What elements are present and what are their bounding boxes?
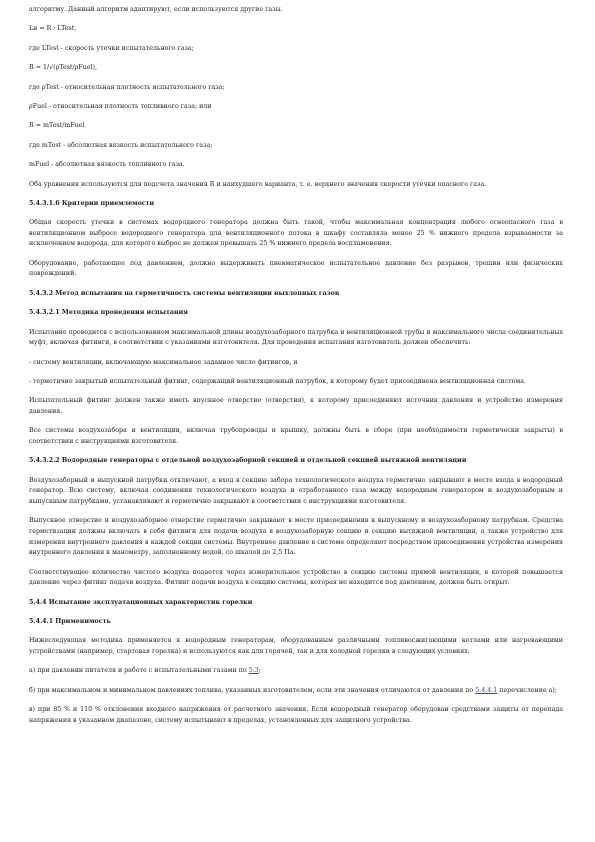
- body-paragraph: ρFuel - относительная плотность топливного газа; или: [29, 102, 212, 110]
- section-heading: 5.4.4.1 Применимость: [29, 617, 111, 625]
- body-paragraph: Испытание проводится с использованием максимальной длины воздухозаборного патрубка и вентиляционной трубы и максимального числа соединительных муфт, включая фитинги, в соответствии с указаниями изготовителя. Для проведения испытания изготовитель должен обеспечить:: [29, 328, 563, 347]
- list-item: [29, 666, 563, 677]
- body-paragraph: Выпускное отверстие и воздухозаборное отверстие герметично закрывают в месте присоединения к выпускному и воздухозаборному патрубкам. Средства герметизации должны включать в себя фитинги для подачи воздуха в воздухозаборную секцию и секцию вытяжной вентиляции, а также устройство для измерения внутреннего давления в каждой секции системы. Внутреннее давление в системе определяют посредством присоединения устройства измерения внутреннего давления к манометру, заполненному водой, со шкалой до 2,5 Па.: [29, 517, 563, 557]
- cross-reference-link[interactable]: 5.4.4.1: [475, 686, 498, 694]
- body-paragraph: где mTest - абсолютная вязкость испытательного газа;: [29, 141, 213, 149]
- text-fragment: а) при давлении питателя и работе с испытательными газами по: [29, 667, 249, 675]
- section-heading: 5.4.3.2.1 Методика проведения испытания: [29, 309, 188, 317]
- body-paragraph: в) при 85 % и 110 % отклонения входного напряжения от расчетного значения. Если водородный генератор оборудован средствами защиты от перепада напряжения в указанном диапазоне, систему испытывают в пределах, установленных для защитного устройства.: [29, 706, 563, 724]
- body-paragraph: Все системы воздухозабора и вентиляции, включая трубопроводы и крышку, должны быть в сборе (при необходимости герметически закрыты) в соответствии с инструкциями изготовителя.: [29, 427, 563, 445]
- section-heading: 5.4.4 Испытание эксплуатационных характеристик горелки: [29, 598, 253, 606]
- cross-reference-link[interactable]: 5.3: [248, 667, 259, 675]
- text-fragment: б) при максимальном и минимальном давлениях топлива, указанных изготовителем, если эти значения отличаются от давления по: [29, 686, 476, 694]
- section-heading: 5.4.3.2 Метод испытания на герметичность системы вентиляции выхлопных газов: [29, 289, 340, 297]
- section-heading: 5.4.3.2.2 Водородные генераторы с отдельной воздухозаборной секцией и отдельной секцией вытяжной вентиляции: [29, 457, 467, 465]
- formula: R = mTest/mFuel: [29, 122, 85, 130]
- body-paragraph: где ρTest - относительная плотность испытательного газа;: [29, 83, 225, 91]
- formula: R = 1/√(ρTest/ρFuel),: [29, 64, 97, 72]
- body-paragraph: Соответствующее количество чистого воздуха подается через измерительное устройство в секцию системы прямой вентиляции, в которой повышается давление через фитинг подачи воздуха. Фитинг подачи воздуха в секцию системы, которая не находится под давлением, должен быть открыт.: [29, 568, 563, 587]
- list-item: [29, 686, 563, 697]
- body-paragraph: Оборудование, работающее под давлением, должно выдерживать пневматическое испытательное давление без разрывов, трещин или физических повреждений.: [29, 259, 563, 278]
- body-paragraph: где LTest - скорость утечки испытательного газа;: [29, 44, 194, 52]
- body-paragraph: mFuel - абсолютная вязкость топливного газа.: [29, 161, 185, 169]
- body-paragraph: Воздухозаборный и выпускной патрубки отключают, а вход в секцию забора технологического воздуха герметично закрывают в месте входа в водородный генератор. Всю систему, включая соединения технологического воздуха и отработанного газа между водородным генератором и воздухозаборным и выпускным патрубками, устанавливают и герметично закрывают в соответствии с инструкциями изготовителя.: [29, 476, 563, 505]
- text-fragment: ;: [258, 667, 261, 675]
- body-paragraph: Оба уравнения используются для подсчета значения R и наихудшего варианта, т. е. верхнего значения скорости утечки опасного газа.: [29, 180, 487, 188]
- body-paragraph: алгоритму. Данный алгоритм адаптируют, если используются другие газы.: [29, 6, 283, 13]
- body-paragraph: Общая скорость утечки в системах водородного генератора должна быть такой, чтобы максимальная концентрация любого огнеопасного газа в вентиляционном выбросе водородного генератора для вентиляционного потока в шкафу составляла менее 25 % нижнего предела взрываемости за исключением водорода, для которого выброс не должен превышать 25 % нижнего предела воспламенения.: [29, 219, 563, 248]
- text-fragment: перечисление а);: [497, 686, 557, 694]
- body-paragraph: Нижеследующая методика применяется к водородным генераторам, оборудованным различными топливосжигающими котлами или нагревающими устройствами (например, стартовая горелка) и используются как для горячей, так и для холодной горелки в следующих условиях:: [29, 637, 563, 655]
- formula: Lн = R · LTest,: [29, 25, 77, 33]
- body-paragraph: - герметично закрытый испытательный фитинг, содержащий вентиляционный патрубок, к которому будет присоединена вентиляционная система.: [29, 378, 526, 386]
- section-heading: 5.4.3.1.6 Критерии приемлемости: [29, 199, 155, 207]
- body-paragraph: - систему вентиляции, включающую максимальное заданное число фитингов, и: [29, 358, 298, 366]
- body-paragraph: Испытательный фитинг должен также иметь впускное отверстие (отверстия), к которому присоединяют источник давления и устройство измерения давления.: [29, 397, 563, 415]
